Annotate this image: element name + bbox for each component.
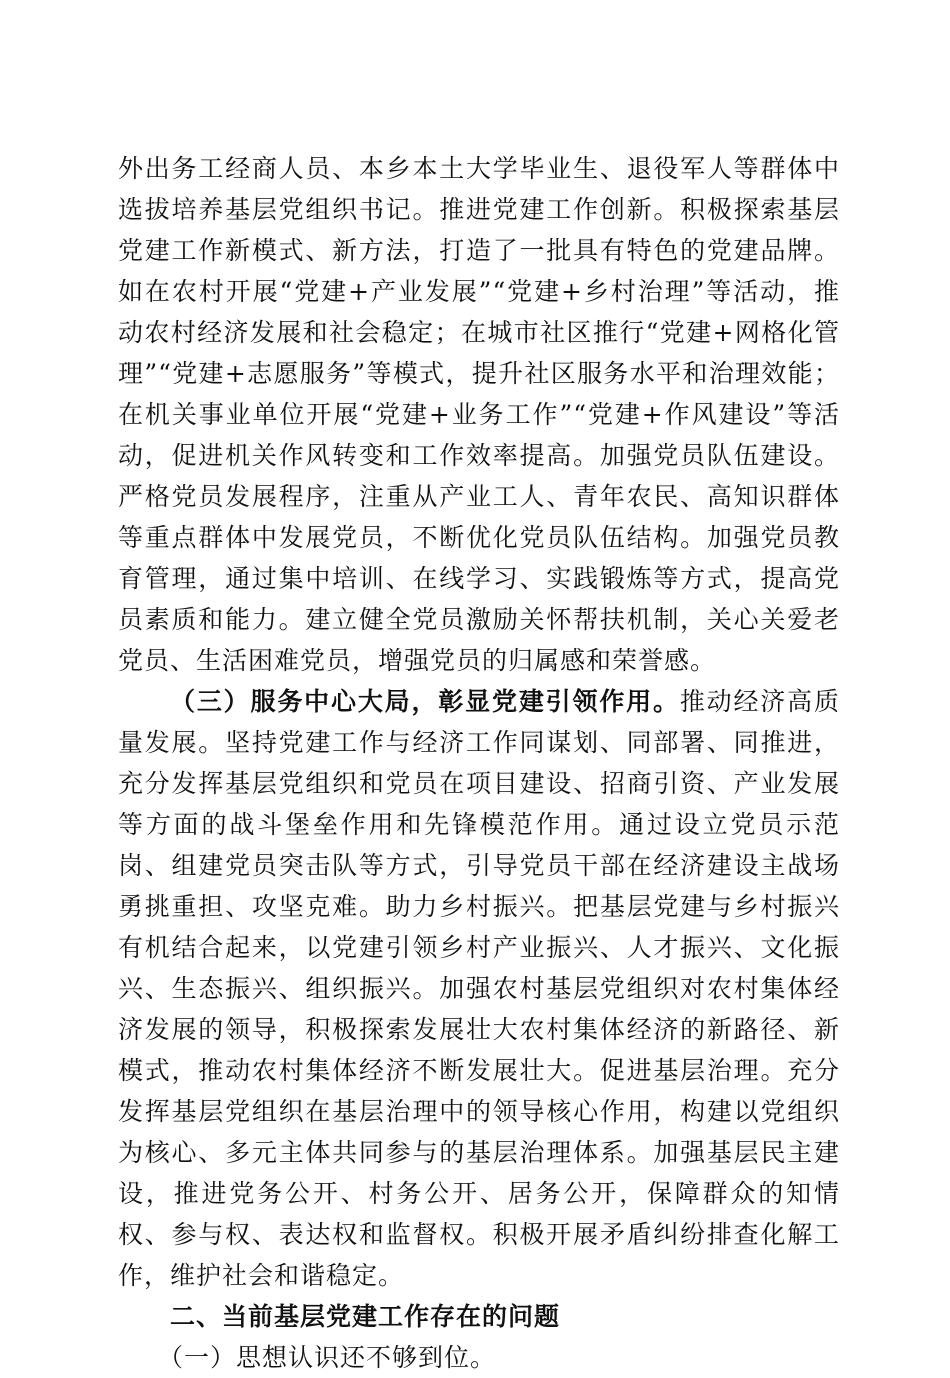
section-3-body: 推动经济高质量发展。坚持党建工作与经济工作同谋划、同部署、同推进，充分发挥基层党组织和党员在项目建设、招商引资、产业发展等方面的战斗堡垒作用和先锋模范作用。通过设立党员示范岗、组建党员突击队等方式，引导党员干部在经济建设主战场勇挑重担、攻坚克难。助力乡村振兴。把基层党建与乡村振兴有机结合起来，以党建引领乡村产业振兴、人才振兴、文化振兴、生态振兴、组织振兴。加强农村基层党组织对农村集体经济发展的领导，积极探索发展壮大农村集体经济的新路径、新模式，推动农村集体经济不断发展壮大。促进基层治理。充分发挥基层党组织在基层治理中的领导核心作用，构建以党组织为核心、多元主体共同参与的基层治理体系。加强基层民主建设，推进党务公开、村务公开、居务公开，保障群众的知情权、参与权、表达权和监督权。积极开展矛盾纠纷排查化解工作，维护社会和谐稳定。 xyxy=(118,687,840,1290)
subheading-ideological-awareness: （一）思想认识还不够到位。 xyxy=(158,1343,497,1372)
document-body xyxy=(118,148,840,1378)
paragraph-section-3 xyxy=(118,681,840,1296)
heading-section-2: 二、当前基层党建工作存在的问题 xyxy=(170,1302,561,1331)
paragraph-party-building-innovation: 外出务工经商人员、本乡本土大学毕业生、退役军人等群体中选拔培养基层党组织书记。推进党建工作创新。积极探索基层党建工作新模式、新方法，打造了一批具有特色的党建品牌。如在农村开展“党建+产业发展”“党建+乡村治理”等活动，推动农村经济发展和社会稳定；在城市社区推行“党建+网格化管理”“党建+志愿服务”等模式，提升社区服务水平和治理效能；在机关事业单位开展“党建+业务工作”“党建+作风建设”等活动，促进机关作风转变和工作效率提高。加强党员队伍建设。严格党员发展程序，注重从产业工人、青年农民、高知识群体等重点群体中发展党员，不断优化党员队伍结构。加强党员教育管理，通过集中培训、在线学习、实践锻炼等方式，提高党员素质和能力。建立健全党员激励关怀帮扶机制，关心关爱老党员、生活困难党员，增强党员的归属感和荣誉感。 xyxy=(118,154,840,675)
section-3-title: （三）服务中心大局，彰显党建引领作用。 xyxy=(170,687,680,716)
